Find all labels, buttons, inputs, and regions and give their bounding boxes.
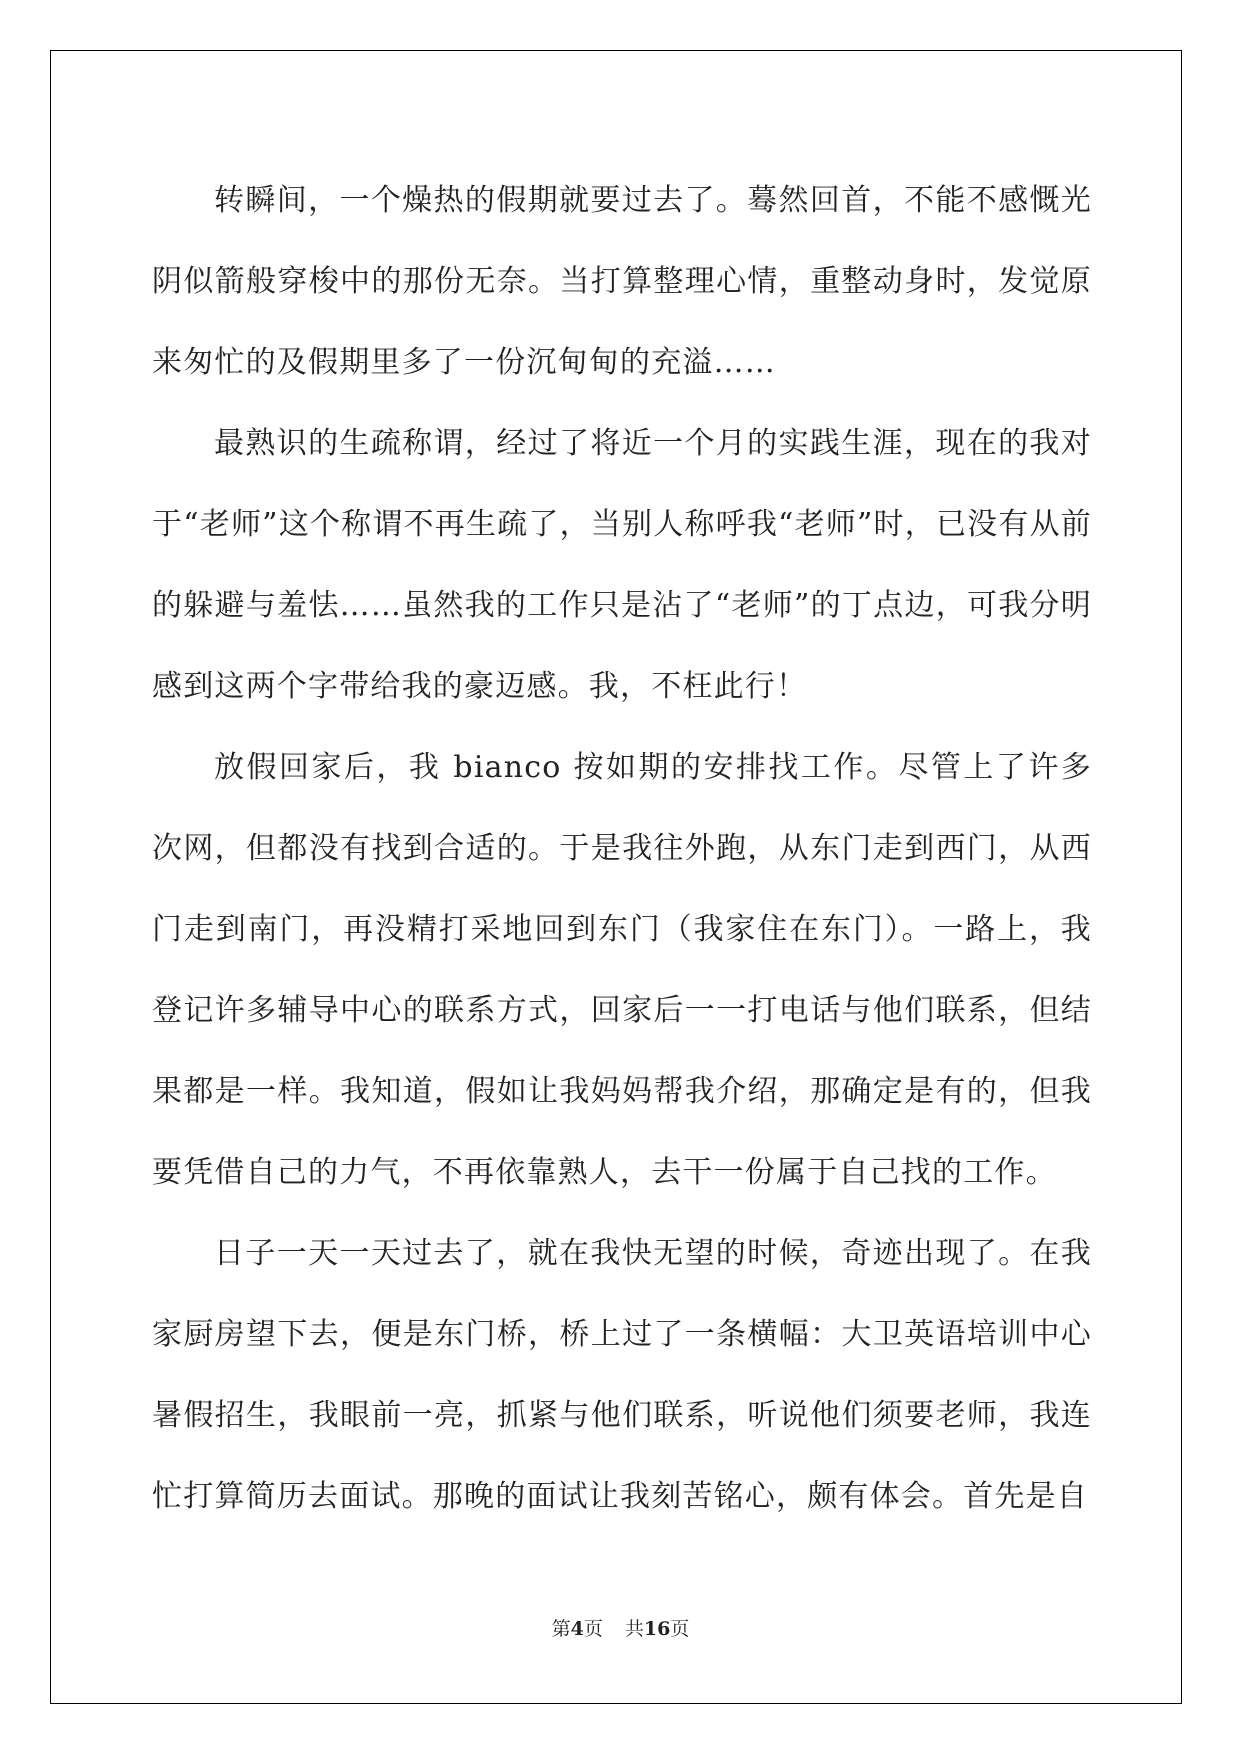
document-body	[152, 160, 1092, 1537]
footer-page-suffix: 页	[583, 1618, 603, 1640]
footer-total-prefix: 共	[624, 1618, 644, 1640]
footer-total-suffix: 页	[670, 1618, 690, 1640]
current-page-number: 4	[570, 1618, 584, 1640]
paragraph-4: 日子一天一天过去了，就在我快无望的时候，奇迹出现了。在我家厨房望下去，便是东门桥，桥上过了一条横幅：大卫英语培训中心暑假招生，我眼前一亮，抓紧与他们联系，听说他们须要老师，我连忙打算简历去面试。那晚的面试让我刻苦铭心，颇有体会。首先是自	[152, 1236, 1092, 1514]
page-footer	[0, 1614, 1241, 1641]
total-page-number: 16	[643, 1618, 671, 1640]
paragraph-1: 转瞬间，一个燥热的假期就要过去了。蓦然回首，不能不感慨光阴似箭般穿梭中的那份无奈。当打算整理心情，重整动身时，发觉原来匆忙的及假期里多了一份沉甸甸的充溢……	[152, 183, 1092, 380]
paragraph-2: 最熟识的生疏称谓，经过了将近一个月的实践生涯，现在的我对于“老师”这个称谓不再生疏了，当别人称呼我“老师”时，已没有从前的躲避与羞怯……虽然我的工作只是沾了“老师”的丁点边，可我分明感到这两个字带给我的豪迈感。我，不枉此行！	[152, 426, 1092, 704]
paragraph-3: 放假回家后，我 bianco 按如期的安排找工作。尽管上了许多次网，但都没有找到合适的。于是我往外跑，从东门走到西门，从西门走到南门，再没精打采地回到东门（我家住在东门）。一路上，我登记许多辅导中心的联系方式，回家后一一打电话与他们联系，但结果都是一样。我知道，假如让我妈妈帮我介绍，那确定是有的，但我要凭借自己的力气，不再依靠熟人，去干一份属于自己找的工作。	[152, 750, 1092, 1190]
footer-prefix: 第	[551, 1618, 571, 1640]
